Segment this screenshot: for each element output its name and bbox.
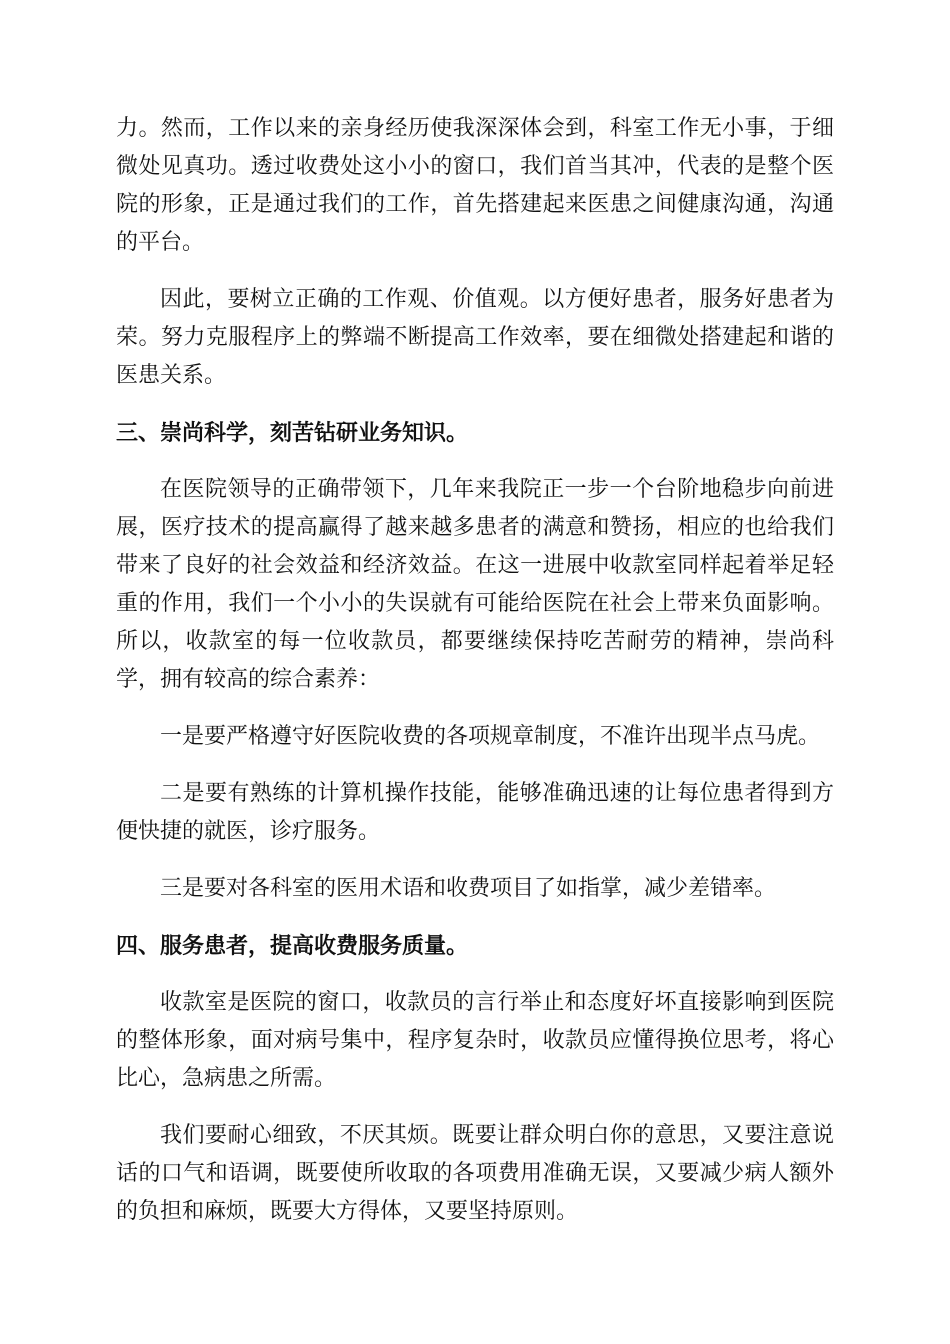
section-heading: 四、服务患者，提高收费服务质量。 xyxy=(116,933,469,959)
document-body xyxy=(116,110,834,1250)
paragraph: 收款室是医院的窗口，收款员的言行举止和态度好坏直接影响到医院的整体形象，面对病号集中，程序复杂时，收款员应懂得换位思考，将心比心，急病患之所需。 xyxy=(116,990,834,1091)
paragraph: 三是要对各科室的医用术语和收费项目了如指掌，减少差错率。 xyxy=(160,876,777,901)
paragraph: 因此，要树立正确的工作观、价值观。以方便好患者，服务好患者为荣。努力克服程序上的弊端不断提高工作效率，要在细微处搭建起和谐的医患关系。 xyxy=(116,287,834,388)
paragraph: 在医院领导的正确带领下，几年来我院正一步一个台阶地稳步向前进展，医疗技术的提高赢得了越来越多患者的满意和赞扬，相应的也给我们带来了良好的社会效益和经济效益。在这一进展中收款室同样起着举足轻重的作用，我们一个小小的失误就有可能给医院在社会上带来负面影响。所以，收款室的每一位收款员，都要继续保持吃苦耐劳的精神，崇尚科学，拥有较高的综合素养： xyxy=(116,477,834,692)
paragraph: 二是要有熟练的计算机操作技能，能够准确迅速的让每位患者得到方便快捷的就医，诊疗服务。 xyxy=(116,781,834,844)
paragraph: 一是要严格遵守好医院收费的各项规章制度，不准许出现半点马虎。 xyxy=(160,724,821,749)
section-heading: 三、崇尚科学，刻苦钻研业务知识。 xyxy=(116,420,469,446)
paragraph: 我们要耐心细致，不厌其烦。既要让群众明白你的意思，又要注意说话的口气和语调，既要使所收取的各项费用准确无误，又要减少病人额外的负担和麻烦，既要大方得体，又要坚持原则。 xyxy=(116,1123,834,1224)
paragraph: 力。然而，工作以来的亲身经历使我深深体会到，科室工作无小事，于细微处见真功。透过收费处这小小的窗口，我们首当其冲，代表的是整个医院的形象，正是通过我们的工作，首先搭建起来医患之间健康沟通，沟通的平台。 xyxy=(116,116,834,255)
